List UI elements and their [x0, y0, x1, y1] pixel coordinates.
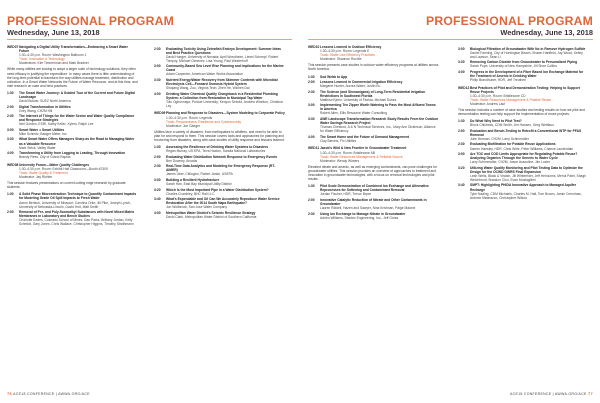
talk-title: What Smart Water Offers Managers Sharp as the Road to Managing Water as a Valuable Resource	[19, 137, 135, 146]
talk-item	[458, 47, 589, 59]
session-block	[458, 47, 589, 83]
talk-title: A Solid Phase Microextraction Technique to Quantify Contaminant Impacts for Modeling Grade Oil Spill Impacts to Fresh Water	[19, 192, 137, 201]
session-title: Jacob's Wild & New Frontier in Groundwater Treatment	[320, 146, 407, 151]
talk-info	[19, 210, 138, 226]
session-title: Navigating a Digital Utility Transformation—Embracing a Smart Water Future	[19, 45, 128, 54]
session-code: WED11	[308, 146, 320, 151]
talk-list	[308, 184, 439, 220]
talk-info	[470, 119, 589, 127]
talk-info	[470, 60, 589, 68]
talk-time: 3:30	[154, 77, 161, 82]
session-code: WED09	[154, 111, 166, 116]
talk-info	[320, 198, 439, 210]
talk-item	[154, 197, 285, 209]
talk-item	[308, 90, 439, 102]
talk-item	[458, 142, 589, 150]
talk-info	[19, 128, 138, 136]
talk-authors: Lauren Riddell, Hazen and Sawyer, Nina Krishnan, Paige Malone	[320, 206, 416, 211]
page-footer	[510, 391, 593, 396]
talk-authors: Aaron Bertsch, University of Missouri; Carolina Ortiz; Jill Pike, Joseph Lynch, University of Nebraska-Lincoln, David Holt, Matt Smith	[19, 200, 132, 209]
talk-item	[308, 103, 439, 115]
talk-authors: Thomas Chestnut, A & N Technical Services, Inc., Mary Ann Dickinson, Alliance for Water Efficiency	[320, 125, 436, 134]
talk-info	[320, 117, 439, 133]
session-moderator: Moderator: Andrew Lauf	[470, 101, 506, 106]
talk-time: 1:30	[458, 119, 465, 124]
session-header	[458, 86, 589, 106]
column-1	[7, 45, 138, 230]
session-moderator: Moderator: Jay Richter	[19, 175, 53, 180]
talk-item	[458, 129, 589, 141]
talk-time: 3:30	[308, 116, 315, 121]
talk-time: 1:30	[308, 74, 315, 79]
talk-list	[458, 119, 589, 200]
talk-time: 3:00	[7, 127, 14, 132]
talk-title: Smart Water = Smart Utilities	[19, 127, 65, 132]
talk-title: Evaluation and Bench-Testing to Retrofit a Conventional WTP for PFAS Removal	[470, 128, 582, 137]
talk-authors: Jordan Fischer, HDR, Trevor Bryce	[320, 192, 372, 197]
talk-authors: Adrien Williams, Stantec Engineering, Inc., Jeff Gross	[320, 215, 399, 220]
page-date: Wednesday, June 13, 2018	[7, 28, 100, 37]
talk-time: 4:00	[458, 69, 465, 74]
talk-title: Community-Based Sea Level Rise Planning and Implications for the Marine Coast	[166, 64, 284, 73]
talk-info	[166, 145, 285, 153]
talk-title: Real-Time Data Analytics and Modeling for Emergency Response (RT-AIMER)	[166, 164, 276, 173]
column-2	[154, 45, 285, 222]
talk-title: Evaluating Toxicity Using Zebrafish Embryo Development: Summer Ideas and Best Practice Questions	[166, 46, 281, 55]
column-4	[458, 45, 589, 203]
talk-authors: Sarah Han, East Bay Municipal Utility District	[166, 182, 232, 187]
talk-time: 3:30	[458, 60, 465, 65]
talk-title: The Smart Water Journey: A Guided Tour of the Current and Future Digital Landscape	[19, 90, 135, 100]
talk-title: Digital Transformation in Utilities	[19, 104, 71, 109]
session-description: Utilities face a variety of disasters, from earthquakes to wildfires, and need to be able to plan for and respond to them. This session covers tools and approaches for planning and recovering from disasters, along with case studies of utility response and lessons learned.	[154, 129, 285, 143]
talk-time: 2:30	[154, 46, 161, 51]
talk-item	[308, 212, 439, 220]
talk-time: 3:20	[154, 187, 161, 192]
session-block	[7, 45, 138, 159]
session-room: 1:30–4:30 p.m. Room: Bristlecone CD	[470, 93, 526, 98]
talk-item	[154, 64, 285, 76]
talk-time: 1:30	[308, 184, 315, 189]
talk-item	[154, 78, 285, 90]
talk-title: Evaluating Biofiltration for Potable Reuse Applications	[470, 142, 556, 147]
talk-authors: James Uber, Citilogics, Robert Janke, USEPA	[166, 172, 233, 177]
talk-title: Building a Resilient Hydrofracture	[166, 177, 220, 182]
talk-item	[458, 183, 589, 199]
page-date: Wednesday, June 13, 2018	[500, 28, 593, 37]
right-page	[300, 0, 600, 403]
talk-title: Innovative Catalytic Reduction of Nitrate and Other Contaminants in Groundwater	[320, 197, 427, 206]
footer-text: ACE18 CONFERENCE | AWWA.ORG/ACE	[510, 392, 587, 396]
talk-authors: Charlotte Eades, Colorado School of Mines, Dan Parks, Brittany Jordan, Kelly Schmidt, Gary Jones, Chris Wallace, Christopher Higgins, Timothy Strathmann	[19, 218, 134, 227]
talk-authors: Tolu Ogbonnaya, Purdue University; Kenyon Sebold, Andrew Whelton, Christina Ley	[166, 99, 283, 108]
column-3	[308, 45, 439, 223]
talk-title: Using Ion Exchange to Manage Nitrate in Groundwater	[320, 211, 406, 216]
session-code: WED12	[458, 85, 470, 90]
session-description: This session includes a number of case studies and testing results on how we pilot and demonstration testing can help support the implementation of reuse projects.	[458, 108, 585, 117]
talk-info	[320, 90, 439, 102]
session-info	[320, 45, 439, 61]
session-track: Track: Water Quality & Treatment	[19, 170, 68, 175]
session-header	[308, 45, 439, 61]
talk-time: 2:30	[7, 114, 14, 119]
talk-info	[470, 142, 589, 150]
talk-authors: Robert Allen, Ellis Resource Water Consulting	[320, 111, 387, 116]
session-title: Best Practices of Pilot and Demonstration Testing: Helping to Support Reuse Projects	[470, 85, 580, 94]
talk-info	[470, 70, 589, 82]
session-description: This session features presentations on current cutting edge research by graduate students.	[7, 181, 126, 190]
talk-item	[154, 188, 285, 196]
session-track: Track: Preparedness, Resilience and Cybersecurity	[166, 119, 242, 124]
talk-authors: Neil Gordon, ESRI, Kathy Keller, Xylem, Ralph Lee	[19, 122, 94, 127]
talk-item	[458, 152, 589, 164]
session-track: Track: Water Use Efficiency Practices	[320, 53, 375, 58]
talk-info	[166, 47, 285, 63]
talk-authors: Brandy Rees, City of Grand Rapids	[19, 155, 71, 160]
talk-title: Do What Why Need to Pilot Test?	[470, 119, 522, 124]
talk-item	[7, 137, 138, 149]
talk-time: 2:30	[154, 164, 161, 169]
talk-time: 3:00	[154, 177, 161, 182]
talk-title: The Science (and Shenanigans) of Long-Term Residential Irrigation Restrictions in Southwest Florida	[320, 89, 426, 98]
talk-time: 2:00	[308, 80, 315, 85]
talk-authors: Larry Schimmoller, CH2M, Jason Assouline, Jim Lozier	[470, 160, 551, 165]
talk-time: 1:30	[7, 90, 14, 95]
talk-title: AWE Landscape Transformation Research Study Results From the Outdoor Water Savings Research Project	[320, 116, 439, 126]
session-track: Track: Water Resources Management & Reliable Source	[320, 154, 403, 159]
session-moderator: Moderator: Shannon Rochte	[320, 57, 362, 62]
talk-item	[308, 75, 439, 79]
talk-time: 1:30	[154, 145, 161, 150]
talk-authors: Clay Blevins, Flo Utilities	[320, 138, 357, 143]
talk-authors: Adam Carpenter, American Water Works Association	[166, 72, 243, 77]
footer-text: ACE18 CONFERENCE | AWWA.ORG/ACE	[13, 392, 90, 396]
talk-info	[166, 197, 285, 209]
talk-title: Removing Carbon Dioxide from Groundwater to Personalized Piping	[470, 60, 578, 65]
talk-info	[19, 137, 138, 149]
session-title: Planning and Response to Disasters—System Modeling to Corporate Policy	[166, 111, 285, 116]
session-title: Lessons Learned in Outdoor Efficiency	[320, 45, 382, 49]
session-info	[470, 86, 589, 106]
talk-authors: Leah Wells, Black & Veatch, Jill Winterrider, Jeff Heinzoms, Mehul Patel, Shagh Weichbrodt, Brandon Chui, Evan Mostaghimi	[470, 173, 587, 182]
talk-item	[154, 155, 285, 163]
talk-authors: Daniel Fanning, City of Huntington Beach, Shawn Hartfield, Jay Wood, Kelley and Lawson, Sean Li	[470, 50, 583, 59]
talk-time: 3:30	[7, 137, 14, 142]
session-code: WED10	[308, 45, 320, 49]
header-divider	[308, 39, 593, 40]
talk-info	[19, 91, 138, 103]
talk-title: Transforming a Utility from Lagging to Leading, Through Innovation	[19, 151, 126, 156]
talk-time: 3:00	[308, 103, 315, 108]
session-description: Elevated nitrate and arsenic, as well as emerging contaminants, can pose challenges for groundwater utilities. This session provides an overview of approaches to treatment and innovation in groundwater technologies, with a focus on removal technologies and pilot results.	[308, 164, 438, 182]
talk-time: 3:40	[458, 183, 465, 188]
talk-time: 2:00	[7, 104, 14, 109]
page-number: 76	[7, 391, 13, 396]
talk-title: Assessing the Resilience of Drinking Water Systems to Disasters	[166, 145, 269, 150]
session-moderator: Moderator: Wendy Winters	[320, 158, 360, 163]
talk-title: Nutrient Energy/Water Recovery from Skimmer Contents with Microbial Electrolysis Cell—Forward Osmosis Hybrid System	[166, 77, 278, 87]
talk-item	[154, 178, 285, 186]
session-code: WED07	[7, 45, 19, 49]
talk-item	[308, 184, 439, 196]
talk-title: Progress in the Development of a Fiber Based Ion Exchange Material for the Treatment of Arsenic in Drinking Water	[470, 69, 584, 78]
talk-authors: Sarah Pope, University of New Hampshire, Jill Shoe Collins	[470, 64, 557, 69]
talk-authors: Darren Hansley, HDR, Chris Wirtz, Peter Williams, Chance Lauderdale	[470, 146, 574, 151]
session-header	[7, 45, 138, 65]
talk-time: 4:00	[7, 151, 14, 156]
session-track: Track: Innovation & Technology	[19, 57, 65, 62]
session-room: 1:30–4:30 p.m. Room: Exhibit Hall Classroom—Booth #2309	[19, 166, 108, 171]
talk-time: 2:30	[308, 211, 315, 216]
talk-item	[308, 117, 439, 133]
talk-info	[166, 155, 285, 163]
talk-time: 3:00	[154, 64, 161, 69]
session-room: 1:30–4:30 p.m. Room: Legends E	[320, 49, 370, 54]
talk-info	[19, 114, 138, 126]
talk-title: Lessons Learned in Commercial Irrigation Efficiency	[320, 80, 403, 85]
talk-title: SMPT: Highlighting PHIDA Innovative Approach to Managed Aquifer Recharge	[470, 183, 577, 192]
talk-title: Pilot Scale Demonstration of Combined Ion Exchange and Alternative Reprocesses for Softening and Contaminant Removal	[320, 184, 429, 193]
talk-authors: Mike Schmitz, Badger Meter, Inc.	[19, 131, 68, 136]
session-block	[7, 163, 138, 227]
talk-info	[19, 151, 138, 159]
talk-title: Implementing Ten Zipper Worth Watering to Pass the Most Affluent Towns in America	[320, 103, 436, 112]
talk-item	[154, 92, 285, 108]
session-header	[7, 163, 138, 179]
talk-time: 3:00	[458, 152, 465, 157]
talk-title: Sod Webb to App	[320, 74, 348, 79]
talk-authors: Tyler Nading, CDM Michaels, Charles M. Hall, Tom Brown, Jamie Crenshaw, Antonio Melarazzo, Christopher Wilson	[470, 191, 582, 200]
talk-authors: Brock Childress, CDM Smith, Jim Hansen, Greg Wettlaus	[470, 123, 554, 128]
session-info	[19, 45, 138, 65]
talk-authors: Jon Wollbrook, San Jose Water Company	[166, 205, 228, 210]
talk-title: Metropolitan Water District's Seismic Resilience Strategy	[166, 210, 256, 215]
talk-info	[320, 75, 439, 79]
talk-info	[320, 103, 439, 115]
page-title: PROFESSIONAL PROGRAM	[426, 14, 593, 28]
talk-time: 4:00	[154, 91, 161, 96]
talk-title: Removal of Per- and Poly-fluoroalkyl Substances with Novel Mixed Matrix Membranes in Laboratory and Bench Studies	[19, 210, 135, 219]
session-block	[308, 45, 439, 143]
session-block	[458, 86, 589, 200]
talk-title: Evaluating Water Distribution Network Response to Emergency Events	[166, 154, 278, 159]
talk-item	[458, 166, 589, 182]
session-info	[320, 146, 439, 162]
talk-time: 2:00	[7, 210, 14, 215]
talk-info	[166, 178, 285, 186]
talk-info	[19, 105, 138, 113]
talk-authors: Philip Brandhuber, HDR, Jeff Treuthen	[470, 77, 527, 82]
session-block	[308, 146, 439, 219]
talk-item	[7, 210, 138, 226]
session-description: This session presents case studies in outdoor water efficiency programs at utilities across North America.	[308, 63, 439, 72]
session-info	[19, 163, 138, 179]
talk-info	[470, 166, 589, 182]
session-room: 1:30–4:30 p.m. Room: Washington Ballroom 1	[19, 53, 87, 58]
talk-list	[154, 145, 285, 219]
talk-time: 2:30	[308, 89, 315, 94]
session-track: Track: Water Resources Management & Potable Reuse	[470, 97, 552, 102]
talk-authors: Mark Strick, Valley Water	[19, 145, 56, 150]
talk-authors: David Hoeger, University of Nevada; April Wondheim, Liesel Schnepf, Robert Tiznpoy, Michael Gimenez, Lisa Young, Paul Westerhoff	[166, 54, 279, 63]
session-room: 1:30–4:30 p.m. Room: Legends	[166, 115, 213, 120]
talk-item	[7, 91, 138, 103]
talk-time: 2:00	[154, 154, 161, 159]
session-header	[308, 146, 439, 162]
session-code: WED08	[7, 162, 19, 167]
talk-time: 4:00	[308, 134, 315, 139]
talk-time: 1:30	[7, 192, 14, 197]
talk-title: Are TOC and COD Limits Appropriate for Regulating Potable Reuse? Analyzing Organics Through the Generic to Water Cycle	[470, 152, 578, 161]
talk-time: 2:30	[458, 142, 465, 147]
talk-item	[7, 114, 138, 126]
talk-info	[470, 47, 589, 59]
talk-info	[470, 183, 589, 199]
talk-item	[154, 164, 285, 176]
talk-item	[458, 119, 589, 127]
session-title: University Forum—Water Quality Challenges	[19, 162, 90, 167]
talk-time: 3:20	[458, 165, 465, 170]
talk-title: Which Is the Most Important Pipe in a Water Distribution System?	[166, 187, 269, 192]
talk-authors: Ben Downey, Arcadis	[166, 158, 198, 163]
page-number: 77	[587, 391, 593, 396]
talk-list	[154, 47, 285, 108]
talk-list	[7, 91, 138, 159]
talk-authors: Grey Wang, CH2M Hill	[19, 108, 53, 113]
talk-authors: Matthew Kjeen, University of Florida, Michael Dukes	[320, 97, 397, 102]
talk-title: The Smart Home and the Future of Demand Management	[320, 134, 410, 139]
talk-item	[308, 135, 439, 143]
page-footer	[7, 391, 90, 396]
talk-authors: Shiqiang Wang, Zou, Virginia Tech; Zhen He, Wichen Dai	[166, 86, 250, 91]
talk-info	[320, 80, 439, 88]
talk-authors: David Bolivar, SUEZ North America	[19, 99, 71, 104]
talk-authors: Julie Herman, CH2M, Larry Schimmoller	[470, 136, 529, 141]
talk-info	[166, 64, 285, 76]
talk-authors: Charles Crumbley, BHC Rail LLC	[166, 191, 215, 196]
talk-info	[166, 164, 285, 176]
talk-item	[458, 70, 589, 82]
talk-info	[166, 188, 285, 196]
talk-item	[7, 128, 138, 136]
talk-list	[458, 47, 589, 83]
session-info	[166, 111, 285, 127]
header-divider	[7, 39, 292, 40]
talk-item	[7, 192, 138, 208]
talk-item	[154, 47, 285, 63]
talk-list	[7, 192, 138, 226]
session-room: 1:30–4:30 p.m. Room: Bristlecone AB	[320, 150, 375, 155]
talk-title: What's Expendable and Oil Can We Accurately Reproduce Water Service Restoration After the 2014 South Napa Earthquake?	[166, 197, 280, 206]
talk-authors: David Clark, Metropolitan Water District of Southern California	[166, 214, 257, 219]
session-moderator: Moderator: Jon Gaeger	[166, 123, 201, 128]
talk-time: 2:00	[308, 197, 315, 202]
talk-info	[470, 129, 589, 141]
talk-time: 3:00	[458, 46, 465, 51]
session-block	[154, 111, 285, 219]
talk-title: The Internet of Things for the Water Sector and Water Quality Compliance and Response Strategies	[19, 114, 135, 123]
talk-list	[308, 75, 439, 143]
talk-item	[308, 80, 439, 88]
talk-item	[154, 211, 285, 219]
talk-authors: Margaret Hunter, Aurora Water; Justin Eu	[320, 84, 381, 89]
talk-item	[7, 151, 138, 159]
talk-item	[458, 60, 589, 68]
talk-authors: Regan Murray, US EPA, Terra Haxton, Sandia National Laboratories	[166, 149, 266, 154]
talk-info	[19, 192, 138, 208]
talk-info	[166, 211, 285, 219]
page-title: PROFESSIONAL PROGRAM	[7, 14, 174, 28]
talk-item	[7, 105, 138, 113]
talk-info	[166, 78, 285, 90]
talk-time: 2:00	[458, 128, 465, 133]
talk-title: Biological Filtration of Groundwater With No in Remove Hydrogen Sulfide	[470, 46, 586, 51]
session-moderator: Moderators: Kim Timmerman and Mark Bradner	[19, 61, 89, 66]
session-block	[154, 47, 285, 108]
talk-info	[320, 135, 439, 143]
talk-info	[470, 152, 589, 164]
talk-title: Utilizing Water Quality Monitoring and Pilot Testing Data to Optimize the Design for the OCWD GWRS Final Expansion	[470, 165, 583, 174]
session-header	[154, 111, 285, 127]
talk-item	[308, 198, 439, 210]
talk-info	[320, 212, 439, 220]
talk-title: Drinking Water Chemical Quality Chargeback in a Residential Plumbing System: a Collection from Restoration to Municipal Tap Water	[166, 91, 278, 100]
talk-time: 3:40	[154, 197, 161, 202]
talk-item	[154, 145, 285, 153]
talk-info	[166, 92, 285, 108]
talk-time: 4:00	[154, 210, 161, 215]
talk-info	[320, 184, 439, 196]
session-description: While many utilities are looking to adopt a larger suite of technology solutions, they often need efficacy in justifying the expenditure. In many cases there is little understanding of the long-term potential to transform the way utilities manage treatment, distribution and collection. In a Smart Water Networks the Future of Water Resource, and at this time, and intel research on case and best practices.	[7, 67, 138, 88]
